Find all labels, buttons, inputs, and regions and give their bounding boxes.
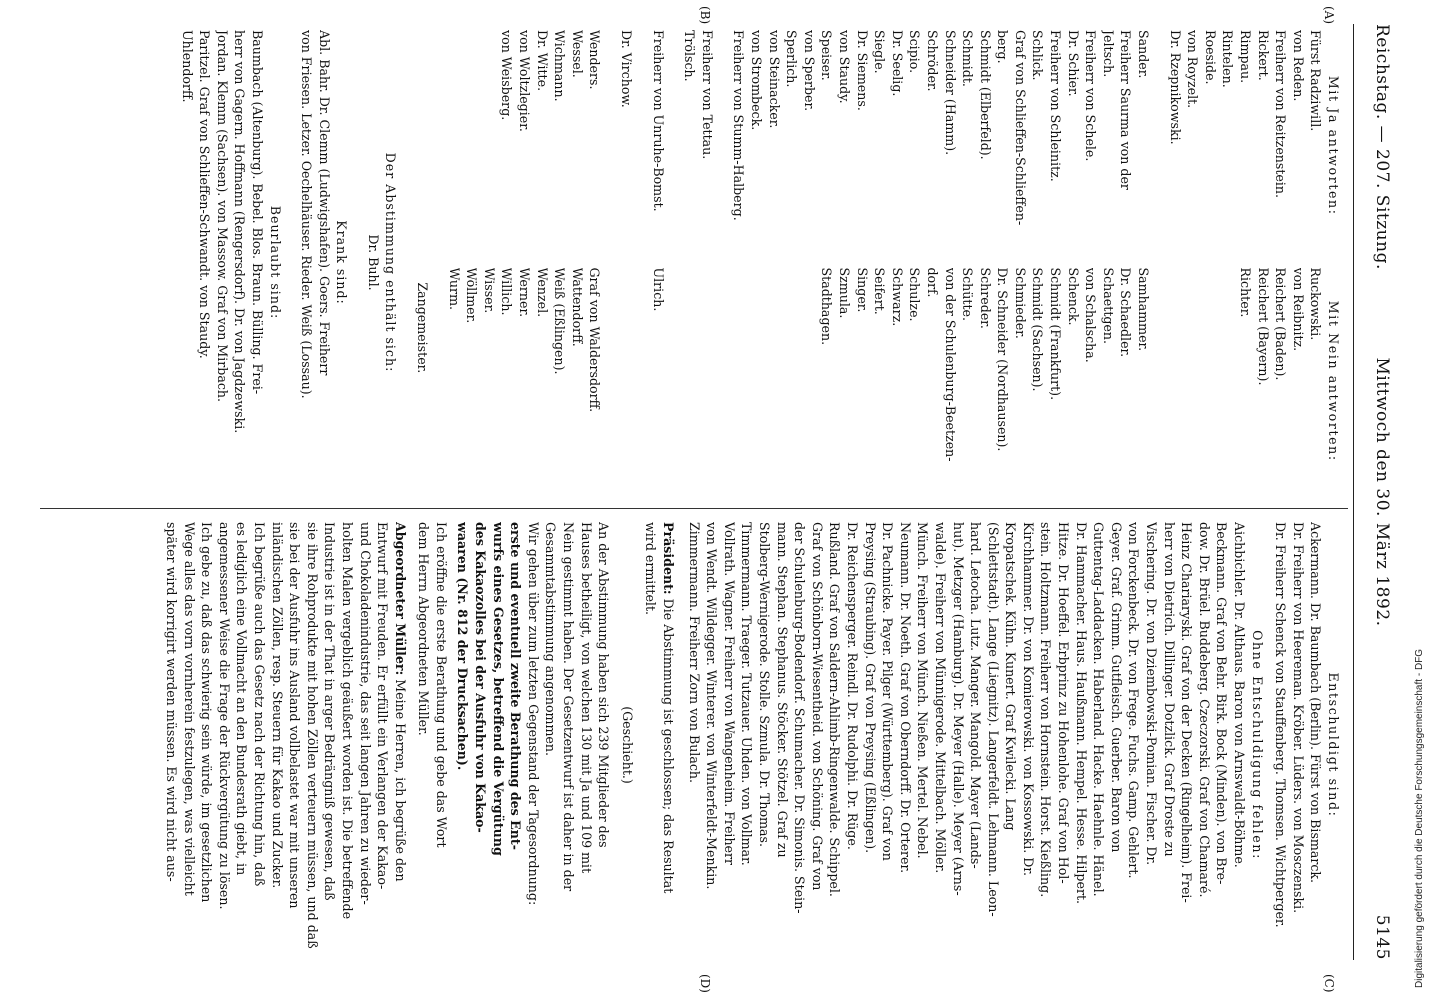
text-line: Zimmermann. Freiherr Zorn von Bulach. [686, 522, 702, 784]
result-paragraph [542, 522, 612, 968]
eroeffnung-paragraph [415, 522, 450, 968]
vote-block-u [649, 30, 667, 495]
text-line: Schwarz. [889, 267, 905, 327]
text-line: herr von Dietrich. Dillinger. Dotzlick. Graf Droste zu [1161, 522, 1177, 857]
mueller-label: Abgeordneter Müller: [392, 522, 408, 676]
ja-list [1166, 30, 1324, 262]
text-line: von Reden. [1290, 30, 1306, 102]
ja-heading: Mit Ja antworten: [1326, 75, 1341, 216]
text-line: von Schalscha. [1083, 267, 1099, 363]
text-line: Wessel. [569, 30, 585, 78]
text-line: Graf von Schlieffen-Schlieffen- [1012, 30, 1028, 226]
text-line: Dr. Reichensperger. Reindl. Dr. Rudolphi. Dr. Rüge. [844, 522, 860, 850]
text-line: herr von Gagern. Hoffmann (Rengersdorf). Dr. von Jagdzewski. [232, 30, 248, 434]
margin-mark-c: (C) [1322, 974, 1336, 993]
text-line: Rintelen. [1220, 30, 1236, 88]
krank-heading: Krank sind: [334, 220, 350, 305]
page-header [1362, 24, 1392, 960]
text-line: inländischen Zöllen, resp. Steuern für Kakao und Zucker. [269, 522, 285, 889]
text-line: Scipio. [907, 30, 923, 74]
ja-list [649, 30, 667, 262]
text-line: Timmermann. Traeger. Tutzauer. Uhden. von Vollmar. [739, 522, 755, 866]
text-line: Seifert. [872, 267, 888, 315]
text-line: Paritzel. Graf von Schlieffen-Schwandt. von Staudy. [197, 30, 213, 359]
text-line: Neumann. Dr. Noeth. Graf von Oberndorff. Dr. Orterer. [897, 522, 913, 874]
ja-list [445, 30, 603, 262]
text-line: Trölsch. [682, 30, 698, 82]
text-line: Schaettgen. [1100, 267, 1116, 345]
text-line: Dr. Freiherr Schenck von Stauffenberg. Thomsen. Wichtperger. [1273, 522, 1289, 928]
text-line: Freiherr von Tettau. [699, 30, 715, 160]
text-line: der Schulenburg-Bodendorf. Schumacher. Dr. Simonis. Stein- [792, 522, 808, 914]
mueller-speech [162, 522, 391, 968]
text-line: Gesammtabstimmung angenommen. [543, 522, 559, 756]
vote-block-z [414, 30, 432, 495]
dfg-note-text: Digitalisierung gefördert durch die Deutsche Forschungsgemeinschaft - DFG [1414, 648, 1425, 988]
text-line: Ruckowski. [1308, 267, 1324, 341]
text-line: Sander. [1136, 30, 1152, 79]
text-line: Ich gebe zu, daß das schwierig sein würde, im gesetzlichen [199, 522, 215, 903]
text-line: Dr. Schier. [1065, 30, 1081, 97]
vote-block-s [730, 30, 1152, 495]
text-line: Dr. Schneider (Nordhausen). [995, 267, 1011, 452]
text-line: Graf von Schönborn-Wiesentheid. von Schöning. Graf von [809, 522, 825, 891]
text-line: von Friesen. Letzer. Oechelhäuser. Rieder. Weiß (Lossau). [299, 30, 315, 399]
text-line: Dr. Rzepnikowski. [1167, 30, 1183, 145]
text-line: Abl. Bahr. Dr. Clemm (Ludwigshafen). Goers. Freiherr [316, 30, 332, 376]
text-line: Rimpau. [1238, 30, 1254, 84]
nein-list [649, 268, 667, 496]
text-line: Schmidt (Sachsen). [1030, 267, 1046, 392]
text-line: sie ihre Rohprodukte mit hohen Zöllen verteuern müssen, und daß [304, 522, 320, 949]
text-line: Ackermann. Dr. Baumbach (Berlin). Fürst von Bismarck. [1308, 522, 1324, 884]
text-line: Schmidt (Elberfeld). [977, 30, 993, 160]
text-line: walde). Freiherr von Münnigerode. Mittelbach. Möller. [932, 522, 948, 874]
text-line: Dr. Witte. [534, 30, 550, 92]
text-line: Schenck. [1065, 267, 1081, 326]
text-line: Hauses betheiligt, von welchen 130 mit Ja und 109 mit [578, 522, 594, 874]
text-line: Richter. [1238, 267, 1254, 318]
header-left: Reichstag. — 207. Sitzung. [1372, 24, 1392, 270]
text-line: Hitze. Dr. Hoeffel. Erbprinz zu Hohenlohe. Graf von Hol- [1056, 522, 1072, 884]
text-line: Roeside. [1202, 30, 1218, 85]
text-line: mann. Stephan. Stephanus. Stöcker. Stötzel. Graf zu [774, 522, 790, 858]
tagesordnung-intro [524, 522, 542, 968]
text-line: Entwurf mit Freuden. Er erfüllt ein Verlangen der Kakao- [375, 522, 391, 890]
ja-list [730, 30, 1152, 262]
text-line: Dr. Siemens. [854, 30, 870, 111]
header-rule [1353, 24, 1354, 960]
text-line: Preysing (Straubing). Graf von Preysing (Eßlingen). [862, 522, 878, 854]
text-line: Dr. Hammacher. Haus. Haußmann. Hempel. Hesse. Hilpert. [1073, 522, 1089, 905]
text-line: von Staudy. [836, 30, 852, 104]
text-line: Dr. Freiherr von Heereman. Kröber. Lüders. von Mosczenski. [1290, 522, 1306, 914]
text-line: Nein gestimmt haben. Der Gesetzentwurf ist daher in der [561, 522, 577, 892]
text-line: Ulrich. [650, 267, 666, 312]
text-line: Münch. Freiherr von Münch. Nießen. Mertel. Nebel. [915, 522, 931, 859]
header-date: Mittwoch den 30. März 1892. [1372, 357, 1392, 627]
text-line: Freiherr Saurma von der [1118, 30, 1134, 190]
text-line: Stadthagen. [819, 267, 835, 346]
text-line: Graf von Waldersdorff. [587, 267, 603, 413]
text-line: Sperlich. [784, 30, 800, 88]
margin-mark-b: (B) [698, 6, 712, 25]
entschuldigt-list [1272, 522, 1325, 968]
text-line: Schröder. [924, 30, 940, 92]
text-line: Werner. [517, 267, 533, 318]
text-line: Guttentag-Laddacken. Haberland. Hacke. Haehnle. Hänel. [1091, 522, 1107, 897]
text-line: Baumbach (Altenburg). Bebel. Blos. Braun. Bülling. Frei- [249, 30, 265, 395]
text-line: Rickert. [1255, 30, 1271, 81]
text-line: von Woltzlegier. [517, 30, 533, 132]
vote-block-w [445, 30, 603, 495]
text-line: Wege alles das vorn vornherein festzulegen, was vielleicht [181, 522, 197, 896]
text-line: des Kakaozolles bei der Ausfuhr von Kakao- [473, 522, 489, 833]
beurlaubt-list [178, 30, 266, 495]
text-line: später wird korrigirt werden müssen. Es wird nicht aus- [164, 522, 179, 882]
text-line: Dr. Seelig. [889, 30, 905, 97]
text-line: Dr. Pachnicke. Payer. Pilger (Württemberg). Graf von [880, 522, 896, 861]
text-line: stein. Holtzmann. Freiherr von Hornstein. Horst. Kießling. [1038, 522, 1054, 898]
text-line: hut). Metzger (Hamburg). Dr. Meyer (Halle). Meyer (Arns- [950, 522, 966, 896]
text-line: Zangemeister. [415, 282, 431, 374]
right-column [162, 522, 1342, 968]
margin-mark-d: (D) [698, 974, 712, 993]
text-line: Freiherr von Stumm-Halberg. [731, 30, 747, 221]
text-line: Schütte. [960, 267, 976, 321]
text-line: Wurm. [446, 267, 462, 311]
text-line: Samhammer. [1136, 267, 1152, 352]
left-column [178, 30, 1342, 495]
enthalten-name: Dr. Buhl. [365, 234, 381, 291]
pause-note: (Geschieht.) [619, 706, 635, 784]
text-line: Industrie ist in der That in arger Bedrängniß gewesen, daß [322, 522, 338, 901]
text-line: waaren (Nr. 812 der Drucksachen). [455, 522, 471, 771]
text-line: Heinz Chariaryski. Graf von der Decken (Ringelheim). Frei- [1179, 522, 1195, 903]
nein-list [730, 268, 1152, 496]
text-line: Schmidt. [960, 30, 976, 87]
ohne-entschuldigung-list [685, 522, 1248, 968]
text-line: Ich eröffne die erste Berathung und gebe das Wort [433, 522, 449, 848]
krank-list [298, 30, 333, 495]
text-line: von Reibnitz. [1290, 267, 1306, 352]
text-line: von Steinacker. [766, 30, 782, 129]
text-line: hard. Letocha. Lutz. Manger. Mangold. Mayer (Lands- [968, 522, 984, 869]
text-line: Reichert (Bayern). [1255, 267, 1271, 386]
text-line: Szmula. [836, 267, 852, 319]
praesident-text: Die Abstimmung ist geschlossen; das Resultat [661, 598, 677, 894]
text-line: von der Schulenburg-Beetzen- [942, 267, 958, 462]
text-line: Wöllmer. [464, 267, 480, 324]
text-line: Schneider (Hamm). [942, 30, 958, 156]
text-line: Kirchhammer. Dr. von Komierowski. von Kossowski. Dr. [1020, 522, 1036, 876]
ja-list [617, 30, 635, 262]
text-line: Wisser. [481, 267, 497, 314]
text-line: sie bei der Ausfuhr ins Ausland vollbelastet war mit unseren [287, 522, 303, 909]
text-line: Weiß (Eßlingen). [552, 267, 568, 375]
text-line: Schulze. [907, 267, 923, 322]
vote-block-t [681, 30, 716, 495]
text-line: dow. Dr. Brüel. Buddeberg. Czeczorski. Graf von Chamaré. [1196, 522, 1212, 898]
text-line: Schlick. [1030, 30, 1046, 81]
praesident-statement [659, 522, 677, 968]
text-line: Singer. [854, 267, 870, 313]
mueller-first-line: Meine Herren, ich begrüße den [392, 679, 408, 882]
text-line: Stolberg-Wernigerode. Stolle. Szmula. Dr. Thomas. [757, 522, 772, 848]
text-line: holten Malen vergeblich geäußert worden ist. Die betreffende [339, 522, 355, 920]
text-line: Willich. [499, 267, 515, 316]
text-line: von Strombeck. [749, 30, 764, 131]
entschuldigt-heading: Entschuldigt sind: [1326, 672, 1341, 818]
text-line: Kropatschek. Kühn. Kunert. Graf Kwilecki. Lang [1003, 522, 1019, 831]
text-line: Siegle. [872, 30, 888, 74]
text-line: Speiser. [819, 30, 835, 81]
text-line: von Wendt. Wildegger. Winterer. von Winterfeldt-Menkin. [704, 522, 720, 890]
text-line: Geyer. Graf. Grimm. Gutfleisch. Guerber. Baron von [1108, 522, 1124, 853]
nein-list [414, 252, 432, 495]
text-line: und Chokoladenindustrie, das seit langen Jahren zu wieder- [357, 522, 373, 905]
text-line: Beckmann. Graf von Behr. Birk. Bock (Minden). von Bre- [1214, 522, 1230, 885]
text-line: Schreder. [977, 267, 993, 329]
vote-block-r [1166, 30, 1324, 495]
nein-heading: Mit Nein antworten: [1326, 300, 1341, 462]
text-line: Schmieder. [1012, 267, 1028, 339]
text-line: von Sperber. [801, 30, 817, 112]
text-line: Freiherr von Reitzenstein. [1273, 30, 1289, 198]
text-line: Wichmann. [552, 30, 568, 102]
dfg-side-note [1412, 8, 1426, 992]
text-line: An der Abstimmung haben sich 239 Mitglieder des [596, 522, 612, 848]
text-line: Wir gehen über zum letzten Gegenstand der Tagesordnung: [525, 522, 541, 906]
page-number: 5145 [1372, 914, 1392, 960]
text-line: angemessener Weise die Frage der Rückvergütung zu lösen. [216, 522, 232, 910]
text-line: Rußland. Graf von Saldern-Ahlimb-Ringenwalde. Schippel. [827, 522, 843, 897]
column-divider [40, 508, 1348, 509]
nein-list [1166, 268, 1324, 496]
text-line: Vollrath. Wagner. Freiherr von Wangenheim. Freiherr [721, 522, 737, 866]
text-line: Jordan. Klemm (Sachsen). von Massow. Graf von Mirbach. [214, 30, 230, 403]
text-line: Dr. Virchow. [619, 30, 635, 108]
text-line: Jeltsch. [1100, 30, 1116, 78]
text-line: dem Herrn Abgeordneten Müller. [416, 522, 432, 736]
text-line: wurfs eines Gesetzes, betreffend die Vergütung [490, 522, 506, 856]
margin-mark-a: (A) [1322, 6, 1336, 25]
text-line: berg. [995, 30, 1011, 64]
text-line: Fürst Radziwill. [1308, 30, 1324, 132]
text-line: Uhlendorff. [179, 30, 195, 103]
text-line: Freiherr von Schele. [1083, 30, 1099, 162]
text-line: (Schlettstadt). Lange (Liegnitz). Langerfeldt. Lehmann. Leon- [985, 522, 1001, 917]
text-line: Vischering. Dr. von Dziembowski-Pomian. Fischer. Dr. [1144, 522, 1160, 866]
text-line: erste und eventuell zweite Berathung des Ent- [508, 522, 524, 850]
text-line: es lediglich eine Vollmacht an den Bundesrath giebt, in [234, 522, 250, 876]
text-line: Freiherr von Unruhe-Bomst. [650, 30, 666, 212]
text-line: von Royzelt. [1185, 30, 1201, 109]
text-line: dorf. [924, 267, 940, 298]
text-line: von Weisberg. [499, 30, 515, 121]
ja-list [681, 30, 716, 262]
tagesordnung-item [454, 522, 524, 968]
text-line: Ich begrüße auch das Gesetz nach der Richtung hin, daß [251, 522, 267, 887]
text-line: Reichert (Baden). [1273, 267, 1289, 381]
text-line: Schmidt (Frankfurt). [1048, 267, 1064, 401]
text-line: Dr. Schaedler. [1118, 267, 1134, 358]
nein-list [445, 268, 603, 496]
text-line: Freiherr von Schleinitz. [1048, 30, 1064, 182]
text-line: Aichbichler. Dr. Althaus. Baron von Arnswaldt-Böhme. [1232, 522, 1248, 868]
text-line: Wenders. [587, 30, 603, 90]
vote-headings [1324, 30, 1342, 495]
praesident-label: Präsident: [661, 522, 677, 595]
text-line: Wattendorff. [569, 267, 585, 347]
vote-block-v [617, 30, 635, 495]
beurlaubt-heading: Beurlaubt sind: [267, 205, 283, 320]
text-line: Wenzel. [534, 267, 550, 318]
praesident-text-cont: wird ermittelt. [643, 522, 659, 616]
text-line: von Forckenbeck. Dr. von Frege. Fuchs. Gamp. Gehlert. [1126, 522, 1142, 879]
enthalten-heading: Der Abstimmung enthält sich: [383, 152, 399, 373]
mueller-speech-start [391, 522, 409, 968]
ohne-entschuldigung-heading: Ohne Entschuldigung fehlen: [1249, 630, 1265, 860]
